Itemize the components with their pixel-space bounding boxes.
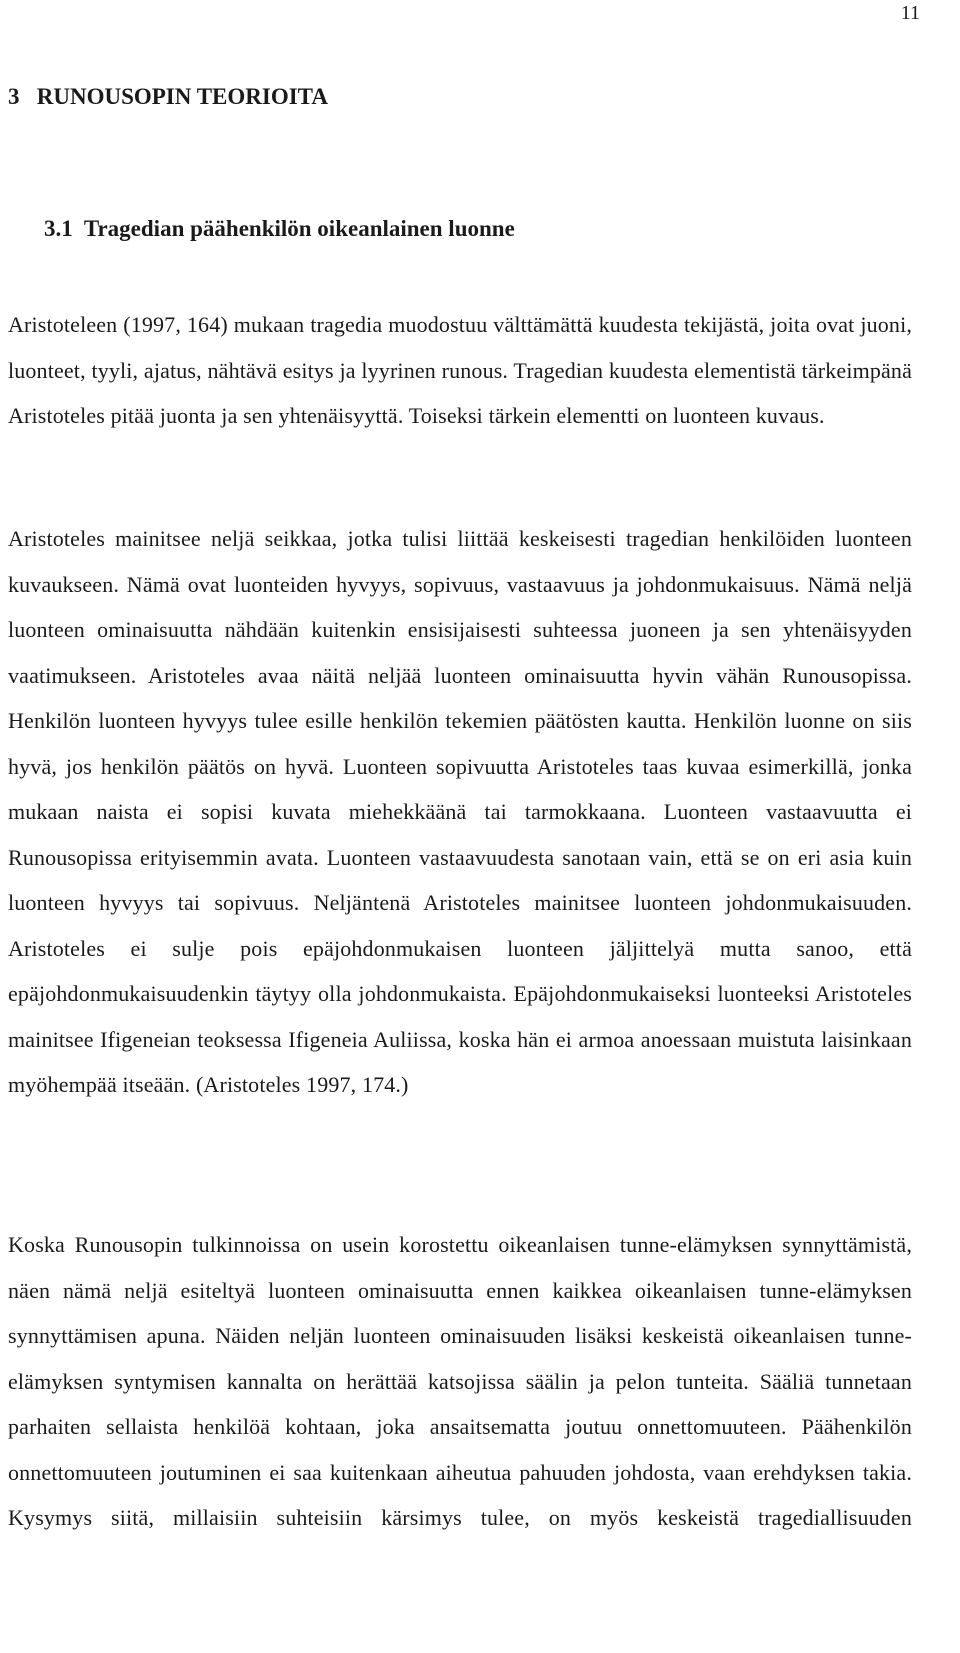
page-number: 11 <box>900 2 920 24</box>
section-heading: 3.1 Tragedian päähenkilön oikeanlainen luonne <box>44 216 515 241</box>
body-paragraph-2: Aristoteles mainitsee neljä seikkaa, jotka tulisi liittää keskeisesti tragedian henkilöiden luonteen kuvaukseen. Nämä ovat luonteiden hyvyys, sopivuus, vastaavuus ja johdonmukaisuus. Nämä neljä luonteen ominaisuutta nähdään kuitenkin ensisijaisesti suhteessa juoneen ja sen yhtenäisyyden vaatimukseen. Aristoteles avaa näitä neljää luonteen ominaisuutta hyvin vähän Runousopissa. Henkilön luonteen hyvyys tulee esille henkilön tekemien päätösten kautta. Henkilön luonne on siis hyvä, jos henkilön päätös on hyvä. Luonteen sopivuutta Aristoteles taas kuvaa esimerkillä, jonka mukaan naista ei sopisi kuvata miehekkäänä tai tarmokkaana. Luonteen vastaavuutta ei Runousopissa erityisemmin avata. Luonteen vastaavuudesta sanotaan vain, että se on eri asia kuin luonteen hyvyys tai sopivuus. Neljäntenä Aristoteles mainitsee luonteen johdonmukaisuuden. Aristoteles ei sulje pois epäjohdonmukaisen luonteen jäljittelyä mutta sanoo, että epäjohdonmukaisuudenkin täytyy olla johdonmukaista. Epäjohdonmukaiseksi luonteeksi Aristoteles mainitsee Ifigeneian teoksessa Ifigeneia Auliissa, koska hän ei armoa anoessaan muistuta laisinkaan myöhempää itseään. (Aristoteles 1997, 174.) <box>8 526 912 1097</box>
body-paragraph-1: Aristoteleen (1997, 164) mukaan tragedia muodostuu välttämättä kuudesta tekijästä, joita ovat juoni, luonteet, tyyli, ajatus, nähtävä esitys ja lyyrinen runous. Tragedian kuudesta elementistä tärkeimpänä Aristoteles pitää juonta ja sen yhtenäisyyttä. Toiseksi tärkein elementti on luonteen kuvaus. <box>8 312 912 428</box>
chapter-heading: 3 RUNOUSOPIN TEORIOITA <box>8 84 328 109</box>
body-paragraph-3: Koska Runousopin tulkinnoissa on usein korostettu oikeanlaisen tunne-elämyksen synnyttämistä, näen nämä neljä esiteltyä luonteen ominaisuutta ennen kaikkea oikeanlaisen tunne-elämyksen synnyttämisen apuna. Näiden neljän luonteen ominaisuuden lisäksi keskeistä oikeanlaisen tunne-elämyksen syntymisen kannalta on herättää katsojissa säälin ja pelon tunteita. Sääliä tunnetaan parhaiten sellaista henkilöä kohtaan, joka ansaitsematta joutuu onnettomuuteen. Päähenkilön onnettomuuteen joutuminen ei saa kuitenkaan aiheutua pahuuden johdosta, vaan erehdyksen takia. Kysymys siitä, millaisiin suhteisiin kärsimys tulee, on myös keskeistä tragediallisuuden <box>8 1232 912 1530</box>
